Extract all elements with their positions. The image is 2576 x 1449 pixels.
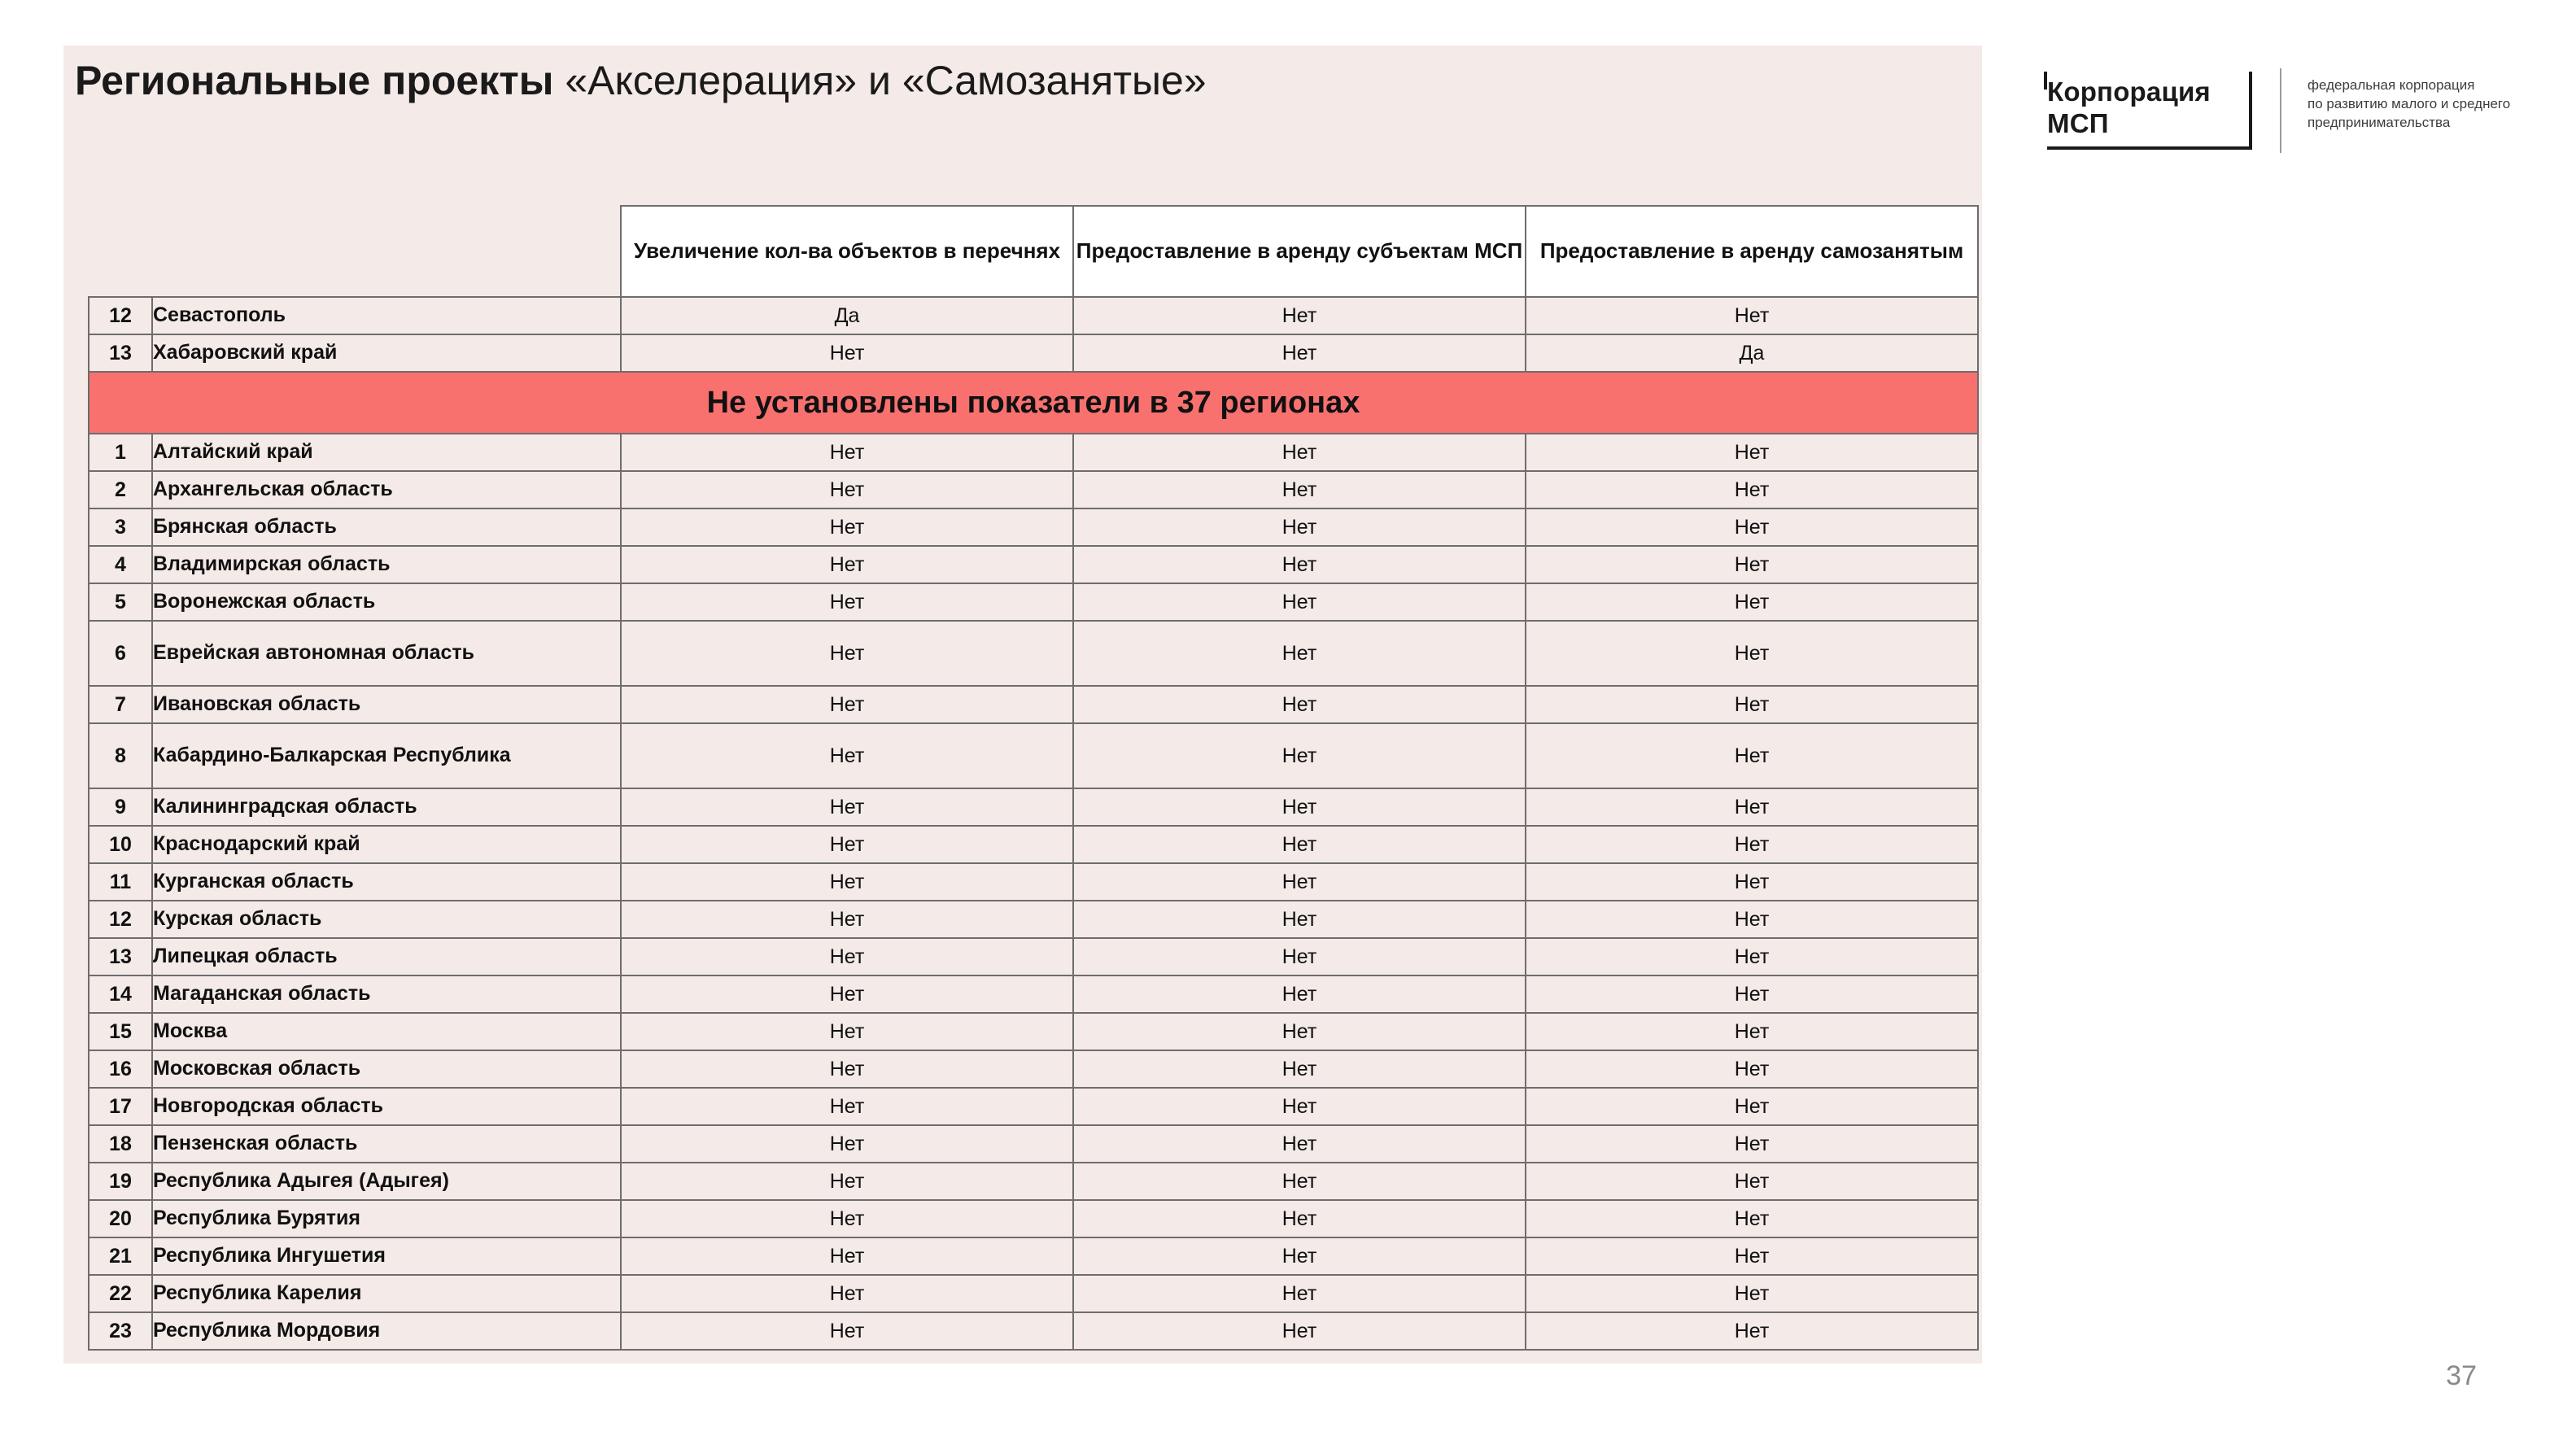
row-value-rent-msp: Нет [1073, 686, 1526, 723]
row-value-rent-selfemployed: Нет [1526, 788, 1978, 826]
regions-table-wrapper [88, 205, 1977, 1351]
row-value-rent-msp: Нет [1073, 938, 1526, 975]
table-row [89, 297, 1978, 334]
row-number: 1 [89, 434, 152, 471]
row-value-rent-selfemployed: Нет [1526, 1200, 1978, 1237]
row-value-objects: Нет [621, 1088, 1073, 1125]
row-number: 11 [89, 863, 152, 901]
row-value-rent-msp: Нет [1073, 975, 1526, 1013]
row-value-objects: Нет [621, 938, 1073, 975]
row-region-name: Калининградская область [152, 788, 621, 826]
logo-subtitle-line2: по развитию малого и среднего [2307, 95, 2511, 111]
row-value-objects: Нет [621, 1200, 1073, 1237]
row-value-rent-selfemployed: Нет [1526, 434, 1978, 471]
table-row [89, 938, 1978, 975]
row-value-rent-msp: Нет [1073, 788, 1526, 826]
row-region-name: Республика Мордовия [152, 1312, 621, 1350]
row-value-rent-selfemployed: Нет [1526, 508, 1978, 546]
row-value-objects: Нет [621, 723, 1073, 788]
row-region-name: Республика Бурятия [152, 1200, 621, 1237]
row-value-rent-msp: Нет [1073, 621, 1526, 686]
row-value-rent-selfemployed: Нет [1526, 863, 1978, 901]
row-region-name: Республика Адыгея (Адыгея) [152, 1163, 621, 1200]
row-value-rent-msp: Нет [1073, 1275, 1526, 1312]
row-region-name: Курская область [152, 901, 621, 938]
row-number: 7 [89, 686, 152, 723]
row-value-rent-msp: Нет [1073, 863, 1526, 901]
table-row [89, 1088, 1978, 1125]
row-value-rent-selfemployed: Нет [1526, 1275, 1978, 1312]
table-body-main [89, 434, 1978, 1350]
row-value-rent-msp: Нет [1073, 901, 1526, 938]
logo-name-line1: Корпорация [2047, 76, 2211, 107]
table-row [89, 1125, 1978, 1163]
row-value-rent-selfemployed: Да [1526, 334, 1978, 372]
table-row [89, 1275, 1978, 1312]
table-body-banner [89, 372, 1978, 434]
row-region-name: Алтайский край [152, 434, 621, 471]
row-region-name: Севастополь [152, 297, 621, 334]
header-col2: Предоставление в аренду субъектам МСП [1073, 206, 1526, 297]
row-value-objects: Нет [621, 471, 1073, 508]
table-row [89, 901, 1978, 938]
row-number: 8 [89, 723, 152, 788]
row-value-rent-selfemployed: Нет [1526, 471, 1978, 508]
row-value-rent-selfemployed: Нет [1526, 1312, 1978, 1350]
row-region-name: Липецкая область [152, 938, 621, 975]
table-row [89, 546, 1978, 583]
header-col3: Предоставление в аренду самозанятым [1526, 206, 1978, 297]
row-value-rent-msp: Нет [1073, 1163, 1526, 1200]
row-number: 10 [89, 826, 152, 863]
row-value-objects: Нет [621, 434, 1073, 471]
logo-subtitle-line3: предпринимательства [2307, 114, 2451, 130]
row-value-objects: Нет [621, 1013, 1073, 1050]
table-row [89, 788, 1978, 826]
logo-subtitle-line1: федеральная корпорация [2307, 77, 2475, 93]
page-title-strong: Региональные проекты [75, 58, 554, 103]
row-region-name: Еврейская автономная область [152, 621, 621, 686]
row-value-rent-msp: Нет [1073, 334, 1526, 372]
row-value-rent-msp: Нет [1073, 1013, 1526, 1050]
row-region-name: Кабардино-Балкарская Республика [152, 723, 621, 788]
row-value-objects: Нет [621, 1050, 1073, 1088]
banner-row [89, 372, 1978, 434]
table-row [89, 723, 1978, 788]
row-value-rent-selfemployed: Нет [1526, 1125, 1978, 1163]
row-region-name: Воронежская область [152, 583, 621, 621]
logo-name-line2: МСП [2047, 107, 2109, 138]
row-number: 20 [89, 1200, 152, 1237]
row-value-rent-msp: Нет [1073, 434, 1526, 471]
row-value-objects: Нет [621, 508, 1073, 546]
row-value-rent-msp: Нет [1073, 723, 1526, 788]
row-value-objects: Нет [621, 1312, 1073, 1350]
row-number: 2 [89, 471, 152, 508]
table-row [89, 471, 1978, 508]
table-row [89, 1050, 1978, 1088]
row-value-rent-selfemployed: Нет [1526, 901, 1978, 938]
table-row [89, 826, 1978, 863]
row-region-name: Курганская область [152, 863, 621, 901]
table-row [89, 583, 1978, 621]
row-number: 12 [89, 297, 152, 334]
row-number: 12 [89, 901, 152, 938]
row-region-name: Владимирская область [152, 546, 621, 583]
row-region-name: Республика Ингушетия [152, 1237, 621, 1275]
row-number: 3 [89, 508, 152, 546]
row-number: 4 [89, 546, 152, 583]
row-region-name: Ивановская область [152, 686, 621, 723]
table-row [89, 1163, 1978, 1200]
row-value-objects: Нет [621, 1237, 1073, 1275]
row-value-rent-msp: Нет [1073, 583, 1526, 621]
banner-text: Не установлены показатели в 37 регионах [89, 372, 1978, 434]
row-number: 16 [89, 1050, 152, 1088]
header-col1: Увеличение кол-ва объектов в перечнях [621, 206, 1073, 297]
row-region-name: Хабаровский край [152, 334, 621, 372]
row-value-objects: Нет [621, 686, 1073, 723]
row-value-rent-selfemployed: Нет [1526, 826, 1978, 863]
row-value-rent-selfemployed: Нет [1526, 1163, 1978, 1200]
row-value-rent-msp: Нет [1073, 1050, 1526, 1088]
row-number: 23 [89, 1312, 152, 1350]
row-region-name: Республика Карелия [152, 1275, 621, 1312]
row-value-rent-selfemployed: Нет [1526, 1088, 1978, 1125]
row-number: 18 [89, 1125, 152, 1163]
row-number: 19 [89, 1163, 152, 1200]
table-row [89, 1200, 1978, 1237]
row-value-rent-msp: Нет [1073, 471, 1526, 508]
row-value-rent-msp: Нет [1073, 508, 1526, 546]
table-row [89, 1237, 1978, 1275]
row-number: 15 [89, 1013, 152, 1050]
header-number [89, 206, 152, 297]
table-head [89, 206, 1978, 297]
row-value-objects: Нет [621, 583, 1073, 621]
row-value-objects: Нет [621, 621, 1073, 686]
logo-divider [2280, 68, 2281, 153]
row-number: 21 [89, 1237, 152, 1275]
table-row [89, 1013, 1978, 1050]
row-value-rent-selfemployed: Нет [1526, 1013, 1978, 1050]
row-value-objects: Нет [621, 1163, 1073, 1200]
row-number: 13 [89, 334, 152, 372]
row-number: 6 [89, 621, 152, 686]
row-value-rent-msp: Нет [1073, 297, 1526, 334]
logo-subtitle [2307, 76, 2511, 133]
regions-table [88, 205, 1979, 1351]
row-value-rent-selfemployed: Нет [1526, 621, 1978, 686]
row-value-objects: Нет [621, 1275, 1073, 1312]
row-number: 17 [89, 1088, 152, 1125]
row-value-objects: Нет [621, 1125, 1073, 1163]
table-row [89, 508, 1978, 546]
page-title-light: «Акселерация» и «Самозанятые» [553, 58, 1207, 103]
table-body-top [89, 297, 1978, 372]
row-value-rent-selfemployed: Нет [1526, 938, 1978, 975]
row-value-rent-selfemployed: Нет [1526, 297, 1978, 334]
row-value-rent-msp: Нет [1073, 826, 1526, 863]
row-value-objects: Нет [621, 546, 1073, 583]
row-value-rent-selfemployed: Нет [1526, 583, 1978, 621]
row-number: 9 [89, 788, 152, 826]
row-number: 22 [89, 1275, 152, 1312]
table-row [89, 975, 1978, 1013]
table-row [89, 334, 1978, 372]
row-value-objects: Нет [621, 863, 1073, 901]
row-number: 5 [89, 583, 152, 621]
row-value-objects: Нет [621, 975, 1073, 1013]
slide-page-number: 37 [2446, 1360, 2477, 1391]
row-value-objects: Нет [621, 788, 1073, 826]
table-header-row [89, 206, 1978, 297]
row-value-rent-msp: Нет [1073, 1200, 1526, 1237]
header-region [152, 206, 621, 297]
row-number: 13 [89, 938, 152, 975]
row-region-name: Краснодарский край [152, 826, 621, 863]
row-region-name: Пензенская область [152, 1125, 621, 1163]
row-value-rent-msp: Нет [1073, 1312, 1526, 1350]
row-value-rent-selfemployed: Нет [1526, 546, 1978, 583]
row-region-name: Новгородская область [152, 1088, 621, 1125]
table-row [89, 863, 1978, 901]
row-region-name: Брянская область [152, 508, 621, 546]
row-value-objects: Нет [621, 334, 1073, 372]
row-value-objects: Да [621, 297, 1073, 334]
table-row [89, 434, 1978, 471]
row-value-rent-msp: Нет [1073, 546, 1526, 583]
logo-name [2047, 76, 2211, 140]
row-value-rent-selfemployed: Нет [1526, 975, 1978, 1013]
table-row [89, 686, 1978, 723]
row-region-name: Московская область [152, 1050, 621, 1088]
table-row [89, 621, 1978, 686]
page-title [75, 59, 1946, 103]
row-value-objects: Нет [621, 826, 1073, 863]
row-value-rent-msp: Нет [1073, 1088, 1526, 1125]
row-value-rent-selfemployed: Нет [1526, 1237, 1978, 1275]
row-value-rent-selfemployed: Нет [1526, 1050, 1978, 1088]
row-number: 14 [89, 975, 152, 1013]
row-value-rent-msp: Нет [1073, 1237, 1526, 1275]
row-region-name: Москва [152, 1013, 621, 1050]
row-value-rent-selfemployed: Нет [1526, 686, 1978, 723]
row-region-name: Магаданская область [152, 975, 621, 1013]
row-value-objects: Нет [621, 901, 1073, 938]
table-row [89, 1312, 1978, 1350]
row-region-name: Архангельская область [152, 471, 621, 508]
corporation-logo [2047, 72, 2511, 169]
row-value-rent-selfemployed: Нет [1526, 723, 1978, 788]
row-value-rent-msp: Нет [1073, 1125, 1526, 1163]
